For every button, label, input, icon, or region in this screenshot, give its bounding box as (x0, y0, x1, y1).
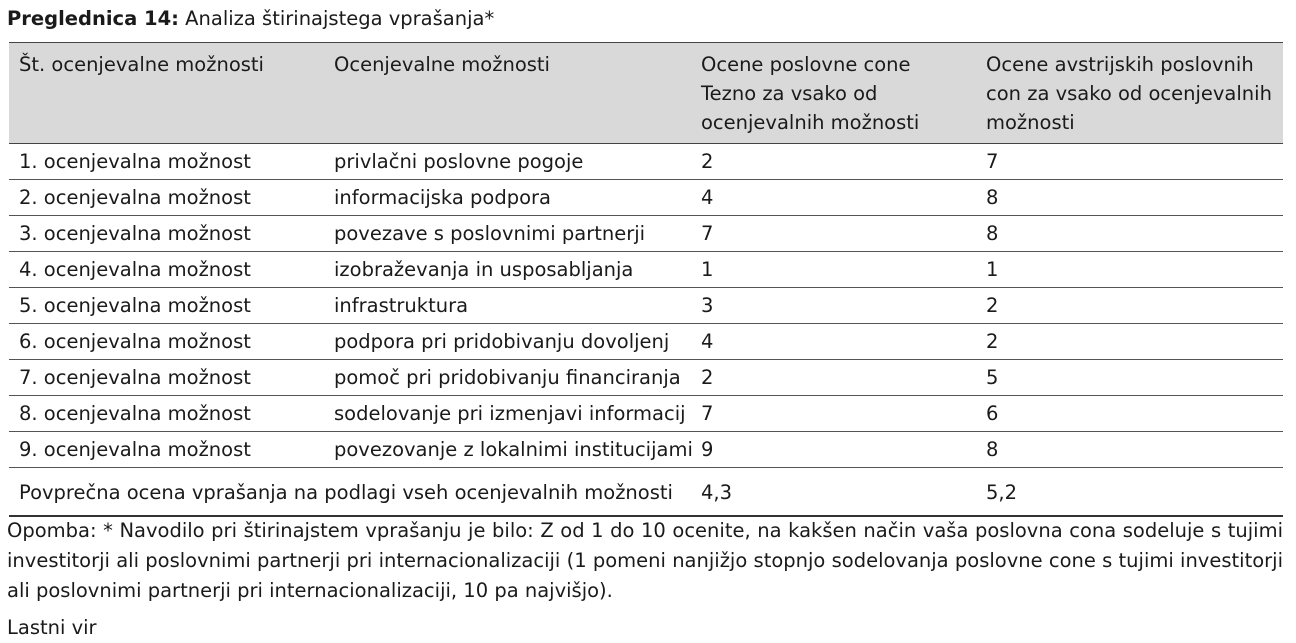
austria-score-cell: 5 (976, 360, 1283, 396)
evaluation-table (9, 42, 1283, 517)
tezno-score-cell: 3 (691, 288, 976, 324)
average-row (9, 468, 1283, 517)
option-number-cell: 3. ocenjevalna možnost (9, 216, 324, 252)
option-cell: povezave s poslovnimi partnerji (324, 216, 691, 252)
table-row (9, 144, 1283, 180)
austria-score-cell: 8 (976, 180, 1283, 216)
caption-label: Preglednica 14: (7, 7, 179, 30)
table-row (9, 288, 1283, 324)
average-austria: 5,2 (976, 468, 1283, 517)
option-number-cell: 4. ocenjevalna možnost (9, 252, 324, 288)
table-row (9, 360, 1283, 396)
option-cell: izobraževanja in usposabljanja (324, 252, 691, 288)
average-label: Povprečna ocena vprašanja na podlagi vseh ocenjevalnih možnosti (9, 468, 691, 517)
header-tezno-scores: Ocene poslovne cone Tezno za vsako od ocenjevalnih možnosti (691, 43, 976, 144)
option-cell: privlačni poslovne pogoje (324, 144, 691, 180)
table-note: Opomba: * Navodilo pri štirinajstem vprašanju je bilo: Z od 1 do 10 ocenite, na kakšen način vaša poslovna cona sodeluje s tujimi investitorji ali poslovnimi partnerji pri internacionalizaciji (1 pomeni nanjižjo stopnjo sodelovanja poslovne cone s tujimi investitorji ali poslovnimi partnerji pri internacionalizaciji, 10 pa najvišjo). (7, 519, 1283, 602)
austria-score-cell: 8 (976, 432, 1283, 468)
austria-score-cell: 2 (976, 288, 1283, 324)
table-row (9, 396, 1283, 432)
austria-score-cell: 7 (976, 144, 1283, 180)
average-tezno: 4,3 (691, 468, 976, 517)
option-cell: pomoč pri pridobivanju financiranja (324, 360, 691, 396)
option-cell: informacijska podpora (324, 180, 691, 216)
option-number-cell: 2. ocenjevalna možnost (9, 180, 324, 216)
table-row (9, 180, 1283, 216)
table-header-row (9, 43, 1283, 144)
option-number-cell: 7. ocenjevalna možnost (9, 360, 324, 396)
option-number-cell: 8. ocenjevalna možnost (9, 396, 324, 432)
tezno-score-cell: 2 (691, 360, 976, 396)
option-cell: infrastruktura (324, 288, 691, 324)
table-row (9, 252, 1283, 288)
austria-score-cell: 1 (976, 252, 1283, 288)
table-row (9, 324, 1283, 360)
caption-title: Analiza štirinajstega vprašanja* (178, 7, 495, 30)
tezno-score-cell: 7 (691, 216, 976, 252)
table-source: Lastni vir (7, 616, 97, 639)
tezno-score-cell: 4 (691, 180, 976, 216)
tezno-score-cell: 7 (691, 396, 976, 432)
table-row (9, 216, 1283, 252)
tezno-score-cell: 4 (691, 324, 976, 360)
tezno-score-cell: 9 (691, 432, 976, 468)
tezno-score-cell: 2 (691, 144, 976, 180)
header-options: Ocenjevalne možnosti (324, 43, 691, 144)
austria-score-cell: 2 (976, 324, 1283, 360)
tezno-score-cell: 1 (691, 252, 976, 288)
header-austrian-scores: Ocene avstrijskih poslovnih con za vsako od ocenjevalnih možnosti (976, 43, 1283, 144)
austria-score-cell: 6 (976, 396, 1283, 432)
table-row (9, 432, 1283, 468)
option-cell: sodelovanje pri izmenjavi informacij (324, 396, 691, 432)
option-number-cell: 9. ocenjevalna možnost (9, 432, 324, 468)
table-caption (7, 7, 494, 30)
header-option-number: Št. ocenjevalne možnosti (9, 43, 324, 144)
option-cell: podpora pri pridobivanju dovoljenj (324, 324, 691, 360)
option-number-cell: 5. ocenjevalna možnost (9, 288, 324, 324)
option-number-cell: 6. ocenjevalna možnost (9, 324, 324, 360)
austria-score-cell: 8 (976, 216, 1283, 252)
option-cell: povezovanje z lokalnimi institucijami (324, 432, 691, 468)
option-number-cell: 1. ocenjevalna možnost (9, 144, 324, 180)
table-body (9, 144, 1283, 517)
